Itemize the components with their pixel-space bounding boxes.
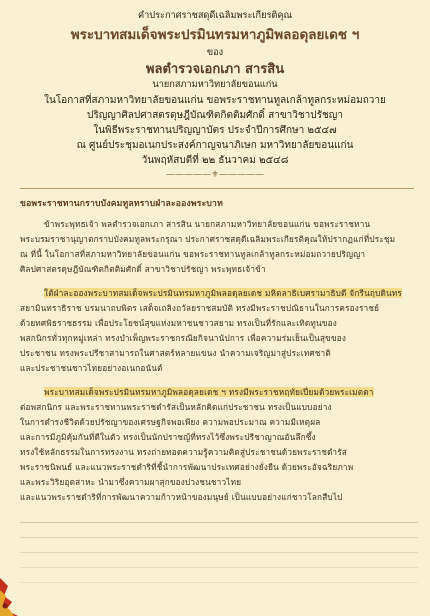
occasion-line: ในโอกาสที่สภามหาวิทยาลัยขอนแก่น ขอพระราชทานทูลเกล้าทูลกระหม่อมถวาย bbox=[44, 95, 386, 106]
salutation: ขอพระราชทานกราบบังคมทูลทราบฝ่าละอองพระบาท bbox=[20, 199, 223, 209]
date-line: วันพฤหัสบดีที่ ๒๒ ธันวาคม ๒๕๔๘ bbox=[141, 155, 289, 166]
highlighted-text: ใต้ฝ่าละอองพระบาทสมเด็จพระปรมินทรมหาภูมิพลอดุลยเดช มหิตลาธิเบศรามาธิบดี จักรีนฤบดินทร bbox=[44, 288, 402, 298]
paragraph-3-line: ต่อพสกนิกร และพระราชทานพระราชดำรัสเป็นหลักคิดแก่ประชาชน ทรงเป็นแบบอย่าง bbox=[20, 402, 332, 412]
paragraph-3-line: และพระวิริยอุตสาหะ นำมาซึ่งความผาสุกของปวงชนชาวไทย bbox=[20, 477, 242, 487]
paragraph-1-line: พระบรมราชานุญาตกราบบังคมทูลพระกรุณา ประกาศราชสดุดีเฉลิมพระเกียรติคุณให้ปรากฏแก่ที่ประชุม bbox=[20, 234, 396, 244]
proclamation-title: คำประกาศราชสดุดีเฉลิมพระเกียรติคุณ bbox=[137, 10, 293, 21]
paragraph-3-line: ในการดำรงชีวิตด้วยปรัชญาของเศรษฐกิจพอเพียง ความพอประมาณ ความมีเหตุผล bbox=[20, 417, 321, 427]
speaker-name: พลตำรวจเอกเภา สารสิน bbox=[145, 62, 285, 77]
corner-ornament-icon bbox=[0, 572, 30, 616]
paragraph-2-line: ประชาชน ทรงพระปรีชาสามารถในศาสตร์หลายแขนง นำความเจริญมาสู่ประเทศชาติ bbox=[20, 348, 331, 358]
paragraph-3-line: และแนวพระราชดำริที่การพัฒนาความก้าวหน้าของมนุษย์ เป็นแบบอย่างแก่ชาวโลกสืบไป bbox=[20, 492, 343, 502]
paragraph-2-line: ด้วยทศพิธราชธรรม เพื่อประโยชน์สุขแห่งมหาชนชาวสยาม ทรงเป็นที่รักและเทิดทูนของ bbox=[20, 318, 337, 328]
paragraph-3-line: พระราชนิพนธ์ และแนวพระราชดำริที่ชี้นำการพัฒนาประเทศอย่างยั่งยืน ด้วยพระอัจฉริยภาพ bbox=[20, 462, 354, 472]
paragraph-3-line bbox=[20, 386, 418, 399]
paragraph-1-line: ณ ที่นี้ ในโอกาสที่สภามหาวิทยาลัยขอนแก่น ขอพระราชทานทูลเกล้าทูลกระหม่อมถวายปริญญา bbox=[20, 249, 366, 259]
king-name-heading: พระบาทสมเด็จพระปรมินทรมหาภูมิพลอดุลยเดช ฯ bbox=[70, 27, 360, 43]
paragraph-2-line: สยามินทราธิราช บรมนาถบพิตร เสด็จเถลิงถวัลยราชสมบัติ ทรงมีพระราชปณิธานในการครองราชย์ bbox=[20, 303, 380, 313]
highlighted-text: พระบาทสมเด็จพระปรมินทรมหาภูมิพลอดุลยเดช ฯ ทรงมีพระราชหฤทัยเปี่ยมด้วยพระเมตตา bbox=[44, 387, 374, 397]
faded-text-area bbox=[20, 512, 418, 608]
paragraph-3-line: และการมีภูมิคุ้มกันที่ดีในตัว ทรงเป็นนักปราชญ์ที่ทรงไว้ซึ่งพระปรีชาญาณอันลึกซึ้ง bbox=[20, 432, 316, 442]
venue-line: ณ ศูนย์ประชุมอเนกประสงค์กาญจนาภิเษก มหาวิทยาลัยขอนแก่น bbox=[76, 140, 354, 151]
paragraph-2-line bbox=[20, 287, 418, 300]
degree-line: ปริญญาศิลปศาสตรดุษฎีบัณฑิตกิตติมศักดิ์ สาขาวิชาปรัชญา bbox=[87, 110, 343, 121]
paragraph-1-line: ข้าพระพุทธเจ้า พลตำรวจเอกเภา สารสิน นายกสภามหาวิทยาลัยขอนแก่น ขอพระราชทาน bbox=[44, 219, 371, 229]
speaker-position: นายกสภามหาวิทยาลัยขอนแก่น bbox=[152, 79, 278, 90]
ornament-divider: —————⚜————— bbox=[165, 170, 265, 180]
ceremony-line: ในพิธีพระราชทานปริญญาบัตร ประจำปีการศึกษา ๒๕๔๗ bbox=[93, 125, 337, 136]
paragraph-3-line: ทรงใช้หลักธรรมในการทรงงาน ทรงถ่ายทอดความรู้ความคิดสู่ประชาชนด้วยพระราชดำรัส bbox=[20, 447, 348, 457]
of-label: ของ bbox=[206, 47, 224, 58]
paragraph-2-line: พสกนิกรทั่วทุกหมู่เหล่า ทรงบำเพ็ญพระราชกรณียกิจนานัปการ เพื่อความร่มเย็นเป็นสุขของ bbox=[20, 333, 347, 343]
paragraph-2-line: และประชาชนชาวไทยอย่างอเนกอนันต์ bbox=[20, 363, 163, 373]
paragraph-1-line: ศิลปศาสตรดุษฎีบัณฑิตกิตติมศักดิ์ สาขาวิชาปรัชญา พระพุทธเจ้าข้า bbox=[20, 264, 266, 274]
divider-rule bbox=[20, 188, 414, 189]
